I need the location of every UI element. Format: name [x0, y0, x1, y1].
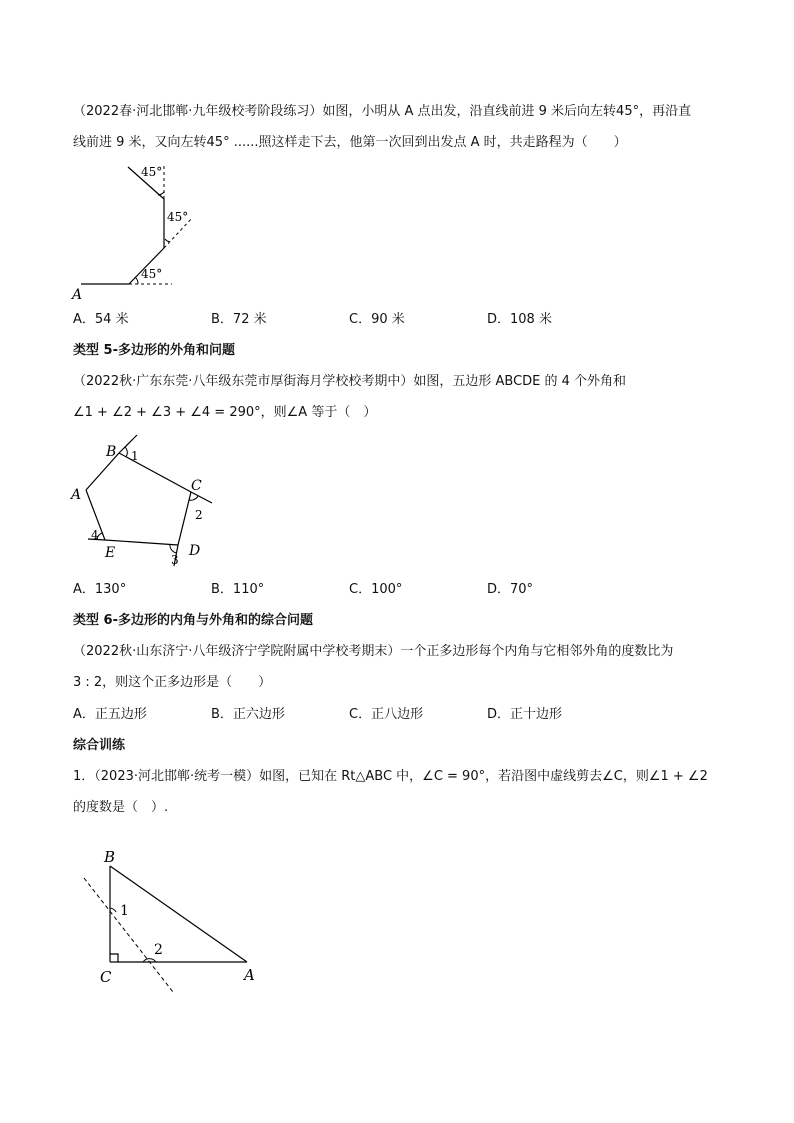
angle-label-2: 45°: [167, 210, 189, 224]
type6-line2: 3 : 2，则这个正多边形是（ ）: [73, 675, 272, 690]
type6-option-c: C．正八边形: [349, 707, 424, 722]
type6-line1: （2022秋·山东济宁·八年级济宁学院附属中学校考期末）一个正多边形每个内角与它相邻外角的度数比为: [73, 644, 674, 659]
figure-path: [68, 158, 208, 303]
type5-option-c: C．100°: [349, 582, 403, 597]
path-option-a: A．54 米: [73, 312, 129, 327]
angle-4-label: 4: [91, 528, 99, 542]
angle-label-3: 45°: [141, 165, 163, 179]
question-path-line1: （2022春·河北邯郸·九年级校考阶段练习）如图，小明从 A 点出发，沿直线前进 9 米后向左转45°，再沿直: [73, 104, 692, 119]
angle-1-label: 1: [131, 449, 139, 463]
type5-line1: （2022秋·广东东莞·八年级东莞市厚街海月学校校考期中）如图，五边形 ABCDE 的 4 个外角和: [73, 374, 627, 389]
path-option-d: D．108 米: [487, 312, 552, 327]
point-a-label: A: [72, 287, 83, 303]
type6-option-d: D．正十边形: [487, 707, 563, 722]
angle-2-label: 2: [154, 942, 163, 958]
type5-option-d: D．70°: [487, 582, 534, 597]
practice-heading: 综合训练: [73, 738, 126, 753]
type5-option-b: B．110°: [211, 582, 265, 597]
question-path-line2: 线前进 9 米，又向左转45° ......照这样走下去，他第一次回到出发点 A 时，共走路程为（ ）: [73, 135, 627, 150]
type5-line2: ∠1 + ∠2 + ∠3 + ∠4 = 290°，则∠A 等于（ ）: [73, 405, 377, 420]
practice-line2: 的度数是（ ）.: [73, 800, 169, 815]
type6-option-b: B．正六边形: [211, 707, 285, 722]
vertex-a-label: A: [71, 487, 82, 503]
path-option-c: C．90 米: [349, 312, 405, 327]
figure-pentagon: [68, 433, 218, 573]
vertex-b-label: B: [104, 848, 116, 866]
vertex-d-label: D: [189, 543, 201, 559]
angle-1-label: 1: [120, 903, 129, 919]
vertex-c-label: C: [100, 968, 112, 986]
figure-triangle: [75, 846, 275, 996]
vertex-c-label: C: [191, 478, 202, 494]
vertex-a-label: A: [244, 966, 255, 984]
type5-heading: 类型 5-多边形的外角和问题: [73, 343, 235, 358]
type6-option-a: A．正五边形: [73, 707, 147, 722]
path-option-b: B．72 米: [211, 312, 267, 327]
angle-3-label: 3: [171, 553, 179, 567]
angle-label-1: 45°: [141, 267, 163, 281]
type6-heading: 类型 6-多边形的内角与外角和的综合问题: [73, 613, 313, 628]
type5-option-a: A．130°: [73, 582, 127, 597]
practice-line1: 1．（2023·河北邯郸·统考一模）如图，已知在 Rt△ABC 中，∠C = 90°，若沿图中虚线剪去∠C，则∠1 + ∠2: [73, 769, 708, 784]
vertex-b-label: B: [106, 444, 117, 460]
vertex-e-label: E: [105, 545, 116, 561]
angle-2-label: 2: [195, 508, 203, 522]
